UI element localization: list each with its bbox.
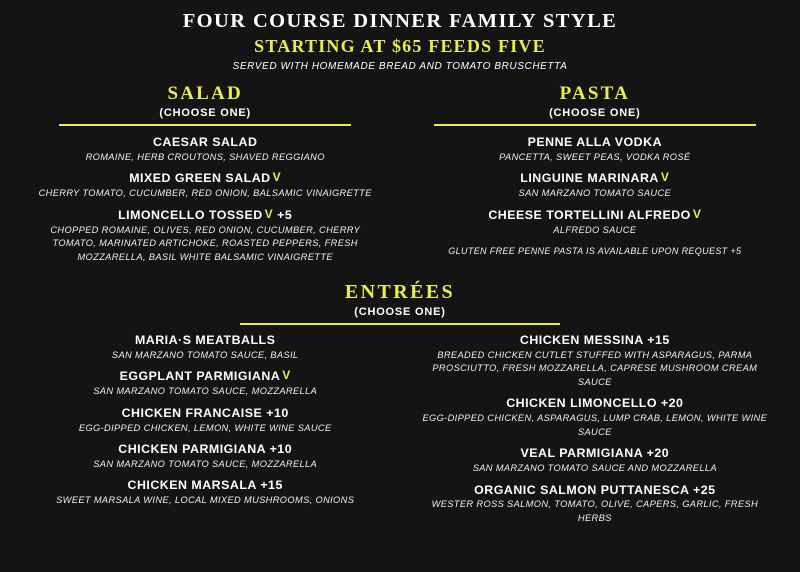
item-description: SWEET MARSALA WINE, LOCAL MIXED MUSHROOMS, ONIONS <box>56 495 355 506</box>
menu-item <box>18 135 392 164</box>
item-description: EGG-DIPPED CHICKEN, LEMON, WHITE WINE SAUCE <box>78 422 332 433</box>
menu-item <box>18 406 392 435</box>
menu-item <box>408 483 782 526</box>
section-pasta <box>408 84 782 271</box>
menu-item <box>408 171 782 200</box>
item-name: MARIA·S MEATBALLS <box>134 333 276 348</box>
item-name: MIXED GREEN SALAD <box>129 171 271 186</box>
vegetarian-icon: V <box>272 170 282 185</box>
item-description: SAN MARZANO TOMATO SAUCE AND MOZZARELLA <box>472 463 717 474</box>
item-description: ALFREDO SAUCE <box>553 224 637 235</box>
entrees-title: ENTRÉES <box>344 281 456 304</box>
page-subtitle: STARTING AT $65 FEEDS FIVE <box>254 35 546 56</box>
item-description: EGG-DIPPED CHICKEN, ASPARAGUS, LUMP CRAB, LEMON, WHITE WINE SAUCE <box>422 413 768 437</box>
pasta-divider <box>434 124 756 126</box>
item-name-row <box>18 171 392 186</box>
item-name: CHICKEN LIMONCELLO +20 <box>506 396 684 411</box>
item-surcharge: +5 <box>277 207 293 222</box>
item-name: LINGUINE MARINARA <box>520 171 659 186</box>
item-name: ORGANIC SALMON PUTTANESCA +25 <box>474 482 716 497</box>
menu-item <box>408 333 782 389</box>
menu-header <box>18 10 782 72</box>
menu-item <box>18 442 392 471</box>
pasta-title: PASTA <box>559 83 631 105</box>
menu-item <box>408 396 782 439</box>
item-name: CHICKEN MESSINA +15 <box>519 333 670 348</box>
vegetarian-icon: V <box>264 206 274 221</box>
item-description: BREADED CHICKEN CUTLET STUFFED WITH ASPARAGUS, PARMA PROSCIUTTO, FRESH MOZZARELLA, CAPRESE MUSHROOM CREAM SAUCE <box>432 349 758 387</box>
salad-choose: (CHOOSE ONE) <box>159 107 251 120</box>
item-name: PENNE ALLA VODKA <box>527 135 663 150</box>
entrees-left-column <box>18 333 392 532</box>
vegetarian-icon: V <box>660 170 670 185</box>
entrees-divider <box>240 323 560 325</box>
menu-item <box>18 333 392 362</box>
item-name: CHEESE TORTELLINI ALFREDO <box>488 207 691 222</box>
item-name: CAESAR SALAD <box>152 135 258 150</box>
menu-item <box>408 135 782 164</box>
header-note: SERVED WITH HOMEMADE BREAD AND TOMATO BRUSCHETTA <box>232 61 568 73</box>
entrees-right-column <box>408 333 782 532</box>
salad-divider <box>59 124 351 126</box>
item-name: CHICKEN PARMIGIANA +10 <box>118 442 293 457</box>
vegetarian-icon: V <box>692 206 702 221</box>
page-title: FOUR COURSE DINNER FAMILY STYLE <box>182 10 618 32</box>
item-name: CHICKEN FRANCAISE +10 <box>121 405 289 420</box>
item-description: SAN MARZANO TOMATO SAUCE <box>518 188 672 199</box>
menu-item <box>18 171 392 200</box>
item-description: ROMAINE, HERB CROUTONS, SHAVED REGGIANO <box>85 152 325 163</box>
item-description: WESTER ROSS SALMON, TOMATO, OLIVE, CAPERS, GARLIC, FRESH HERBS <box>431 499 759 523</box>
vegetarian-icon: V <box>282 368 291 383</box>
item-name: EGGPLANT PARMIGIANA <box>119 369 281 384</box>
top-sections <box>18 84 782 271</box>
pasta-choose: (CHOOSE ONE) <box>549 107 641 120</box>
item-description: SAN MARZANO TOMATO SAUCE, MOZZARELLA <box>93 459 318 470</box>
item-name-row <box>408 208 782 223</box>
item-name-row <box>18 369 392 384</box>
menu-item <box>18 369 392 398</box>
menu-item <box>18 478 392 507</box>
item-description: CHERRY TOMATO, CUCUMBER, RED ONION, BALSAMIC VINAIGRETTE <box>38 188 372 199</box>
item-description: CHOPPED ROMAINE, OLIVES, RED ONION, CUCUMBER, CHERRY TOMATO, MARINATED ARTICHOKE, ROASTED PEPPERS, FRESH MOZZARELLA, BASIL WHITE BALSAMIC VINAIGRETTE <box>50 224 361 262</box>
menu-item <box>408 208 782 237</box>
item-description: SAN MARZANO TOMATO SAUCE, BASIL <box>111 349 299 360</box>
menu-item <box>18 208 392 264</box>
entrees-columns <box>18 333 782 532</box>
item-name: LIMONCELLO TOSSED <box>118 207 263 222</box>
salad-title: SALAD <box>167 83 243 105</box>
menu-item <box>408 446 782 475</box>
section-entrees-header <box>18 281 782 325</box>
section-salad <box>18 84 392 271</box>
item-name-row <box>408 171 782 186</box>
item-name: CHICKEN MARSALA +15 <box>127 478 283 493</box>
item-name: VEAL PARMIGIANA +20 <box>520 446 670 461</box>
item-name-row <box>18 208 392 223</box>
entrees-choose: (CHOOSE ONE) <box>354 306 446 319</box>
item-description: SAN MARZANO TOMATO SAUCE, MOZZARELLA <box>93 386 318 397</box>
item-description: PANCETTA, SWEET PEAS, VODKA ROSÉ <box>499 152 691 163</box>
pasta-note: GLUTEN FREE PENNE PASTA IS AVAILABLE UPON REQUEST +5 <box>448 246 742 257</box>
